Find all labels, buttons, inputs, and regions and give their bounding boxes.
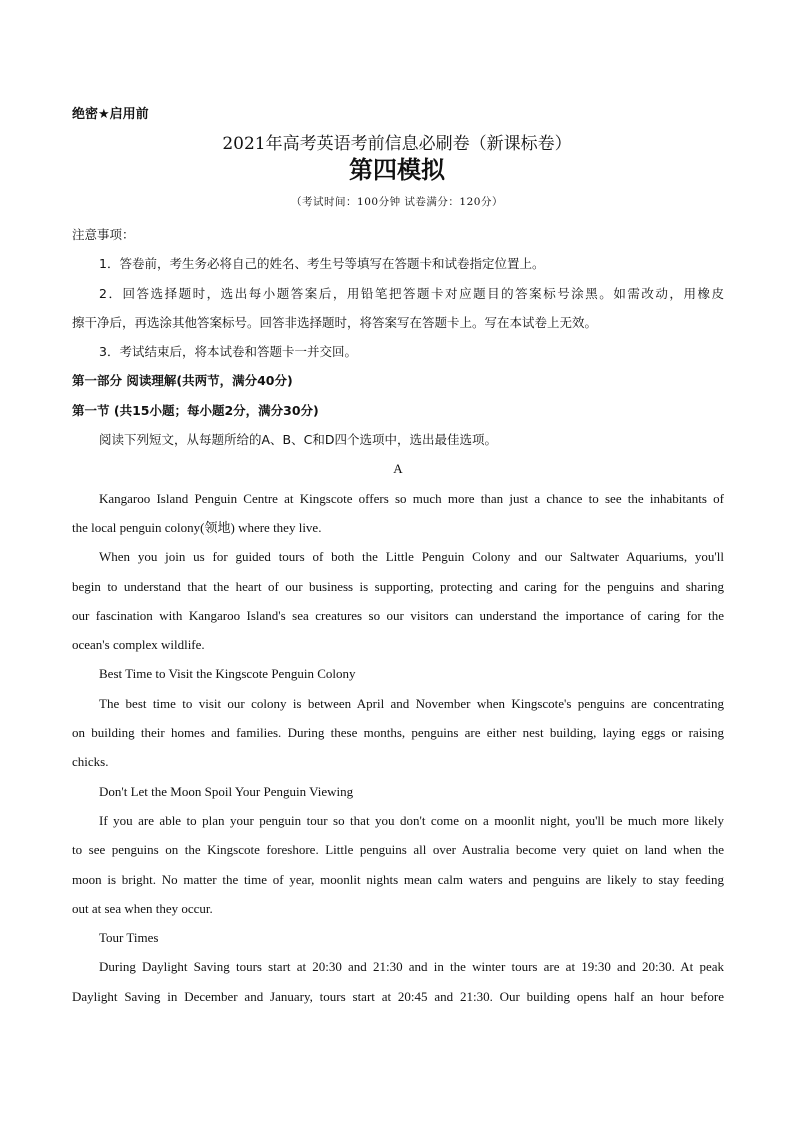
passage-p3-line-3: chicks. (72, 754, 109, 770)
section-one-heading: 第一节 (共15小题；每小题2分，满分30分) (72, 402, 319, 418)
notice-heading: 注意事项： (72, 227, 135, 242)
exam-title: 2021年高考英语考前信息必刷卷（新课标卷） (222, 134, 572, 154)
passage-p2-line-1: When you join us for guided tours of both the Little Penguin Colony and our Saltwater Aquariums, you'll (99, 549, 724, 565)
passage-p2-line-2: begin to understand that the heart of our business is supporting, protecting and caring for the penguins and sharing (72, 578, 724, 594)
notice-item-2-line-1: 2．回答选择题时，选出每小题答案后，用铅笔把答题卡对应题目的答案标号涂黑。如需改动，用橡皮 (99, 285, 724, 301)
notice-item-1: 1．答卷前，考生务必将自己的姓名、考生号等填写在答题卡和试卷指定位置上。 (99, 256, 545, 272)
document-body (72, 220, 724, 1011)
passage-p2-line-4: ocean's complex wildlife. (72, 637, 205, 653)
passage-p1-line-2: the local penguin colony(领地) where they live. (72, 519, 322, 535)
passage-p1-line-1: Kangaroo Island Penguin Centre at Kingscote offers so much more than just a chance to see the inhabitants of (99, 490, 724, 506)
passage-p5-line-1: During Daylight Saving tours start at 20:30 and 21:30 and in the winter tours are at 19:30 and 20:30. At peak (99, 959, 724, 975)
passage-p4-line-1: If you are able to plan your penguin tour so that you don't come on a moonlit night, you'll be much more likely (99, 812, 724, 828)
passage-p3-line-2: on building their homes and families. During these months, penguins are either nest building, laying eggs or raising (72, 725, 724, 741)
passage-p4-line-3: moon is bright. No matter the time of year, moonlit nights mean calm waters and penguins are likely to stay feeding (72, 871, 724, 887)
passage-p4-line-2: to see penguins on the Kingscote foreshore. Little penguins all over Australia become very quiet on land when the (72, 842, 724, 858)
secret-label: 绝密★启用前 (72, 107, 149, 122)
passage-p3-line-1: The best time to visit our colony is between April and November when Kingscote's penguins are concentrating (99, 695, 724, 711)
passage-p2-line-3: our fascination with Kangaroo Island's sea creatures so our visitors can understand the importance of caring for the (72, 607, 724, 623)
passage-p4-line-4: out at sea when they occur. (72, 900, 213, 916)
notice-item-2-line-2: 擦干净后，再选涂其他答案标号。回答非选择题时，将答案写在答题卡上。写在本试卷上无效。 (72, 314, 598, 330)
reading-instruction: 阅读下列短文，从每题所给的A、B、C和D四个选项中，选出最佳选项。 (99, 432, 497, 448)
passage-p5-line-2: Daylight Saving in December and January, tours start at 20:45 and 21:30. Our building opens half an hour before (72, 988, 724, 1004)
passage-label: A (393, 461, 403, 477)
notice-item-3: 3．考试结束后，将本试卷和答题卡一并交回。 (99, 344, 357, 360)
exam-time-info: （考试时间：100分钟 试卷满分：120分） (291, 196, 503, 208)
passage-heading-tour-times: Tour Times (99, 930, 159, 946)
exam-subtitle: 第四模拟 (349, 156, 445, 184)
part-one-heading: 第一部分 阅读理解(共两节，满分40分) (72, 373, 293, 389)
passage-heading-moon: Don't Let the Moon Spoil Your Penguin Viewing (99, 783, 354, 799)
passage-heading-best-time: Best Time to Visit the Kingscote Penguin Colony (99, 666, 356, 682)
